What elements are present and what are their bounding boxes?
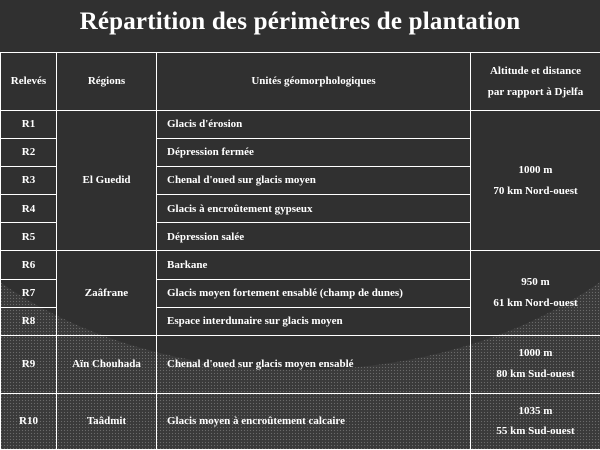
table-row	[1, 251, 600, 279]
header-altitude-line2: par rapport à Djelfa	[487, 85, 584, 98]
releve-cell: R7	[1, 279, 57, 307]
page-title: Répartition des périmètres de plantation	[79, 8, 521, 35]
plantation-table	[0, 52, 600, 450]
unite-cell: Glacis moyen à encroûtement calcaire	[157, 393, 471, 449]
header-regions: Régions	[57, 53, 157, 111]
region-cell: Aïn Chouhada	[57, 335, 157, 393]
unite-cell: Glacis d'érosion	[157, 111, 471, 139]
unite-cell: Glacis moyen fortement ensablé (champ de dunes)	[157, 279, 471, 307]
releve-cell: R1	[1, 111, 57, 139]
unite-cell: Chenal d'oued sur glacis moyen ensablé	[157, 335, 471, 393]
unite-cell: Chenal d'oued sur glacis moyen	[157, 167, 471, 195]
table-row	[1, 393, 600, 449]
distance-value: 70 km Nord-ouest	[493, 184, 578, 197]
altitude-cell	[471, 251, 600, 335]
table-row	[1, 111, 600, 139]
region-cell: Zaâfrane	[57, 251, 157, 335]
unite-cell: Dépression fermée	[157, 139, 471, 167]
altitude-value: 1000 m	[518, 347, 553, 360]
distance-value: 80 km Sud-ouest	[496, 368, 575, 381]
releve-cell: R9	[1, 335, 57, 393]
unite-cell: Espace interdunaire sur glacis moyen	[157, 307, 471, 335]
distance-value: 55 km Sud-ouest	[496, 425, 575, 438]
region-cell: El Guedid	[57, 111, 157, 251]
header-unites: Unités géomorphologiques	[157, 53, 471, 111]
altitude-cell	[471, 111, 600, 251]
header-altitude-line1: Altitude et distance	[489, 64, 582, 77]
header-releves: Relevés	[1, 53, 57, 111]
altitude-value: 950 m	[521, 276, 550, 289]
table-header-row	[1, 53, 600, 111]
unite-cell: Glacis à encroûtement gypseux	[157, 195, 471, 223]
altitude-value: 1035 m	[518, 404, 553, 417]
releve-cell: R5	[1, 223, 57, 251]
altitude-cell	[471, 335, 600, 393]
unite-cell: Barkane	[157, 251, 471, 279]
header-altitude	[471, 53, 600, 111]
releve-cell: R6	[1, 251, 57, 279]
releve-cell: R2	[1, 139, 57, 167]
releve-cell: R3	[1, 167, 57, 195]
region-cell: Taâdmit	[57, 393, 157, 449]
unite-cell: Dépression salée	[157, 223, 471, 251]
releve-cell: R4	[1, 195, 57, 223]
altitude-value: 1000 m	[518, 163, 553, 176]
distance-value: 61 km Nord-ouest	[493, 297, 578, 310]
releve-cell: R10	[1, 393, 57, 449]
altitude-cell	[471, 393, 600, 449]
table-row	[1, 335, 600, 393]
releve-cell: R8	[1, 307, 57, 335]
